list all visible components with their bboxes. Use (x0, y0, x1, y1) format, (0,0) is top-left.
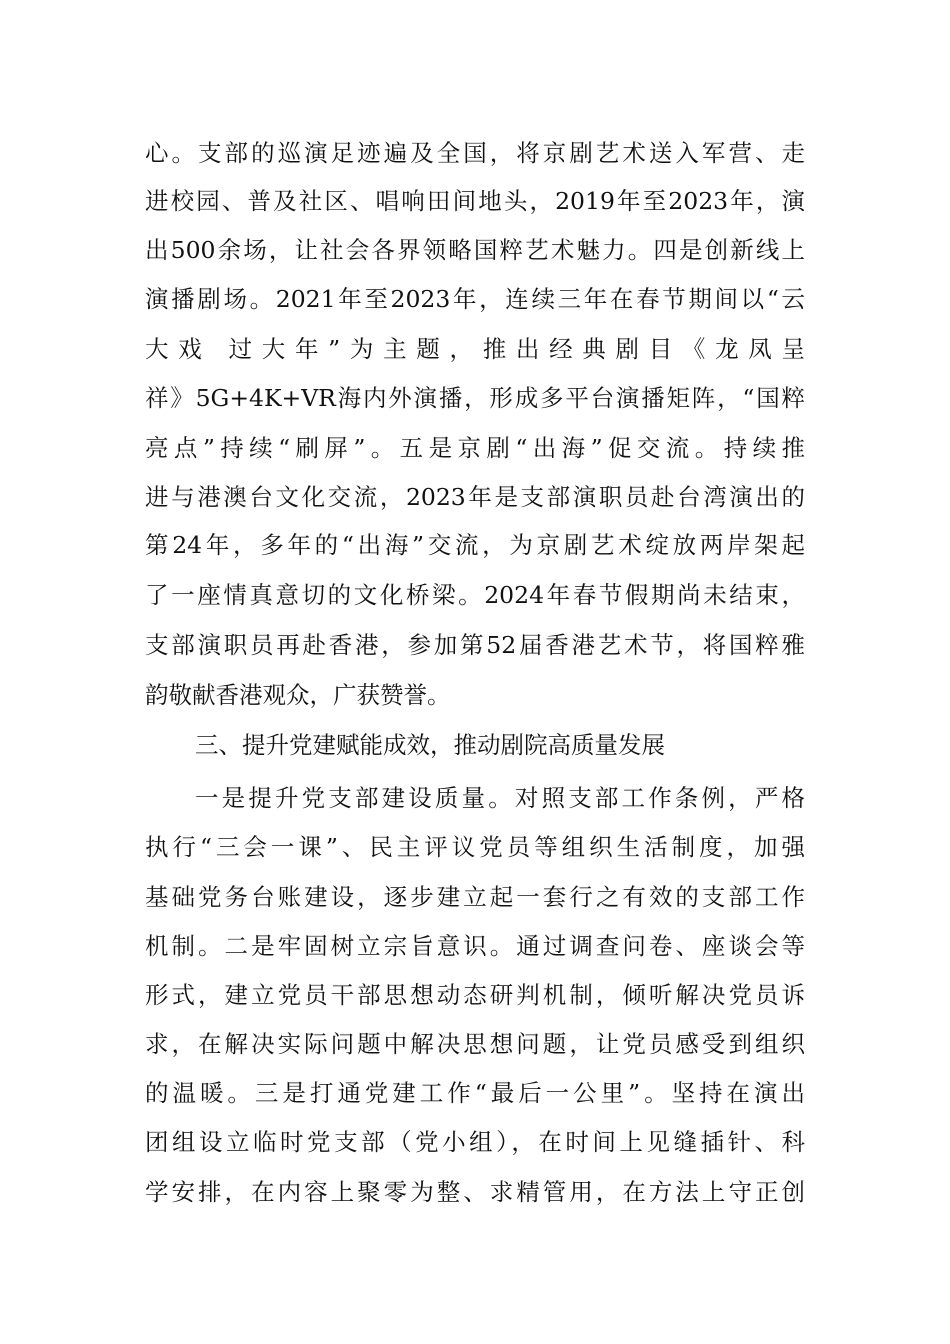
text-line: 的温暖。三是打通党建工作“最后一公里”。坚持在演出 (145, 1079, 805, 1107)
text-line: 支部演职员再赴香港，参加第52届香港艺术节，将国粹雅 (145, 631, 805, 659)
text-line: 基础党务台账建设，逐步建立起一套行之有效的支部工作 (145, 883, 805, 911)
text-line: 大戏 过大年”为主题，推出经典剧目《龙凤呈 (145, 335, 805, 363)
text-line: 学安排，在内容上聚零为整、求精管用，在方法上守正创 (145, 1178, 805, 1206)
text-line: 演播剧场。2021年至2023年，连续三年在春节期间以“云 (145, 285, 805, 313)
text-line: 韵敬献香港观众，广获赞誉。 (145, 681, 451, 709)
text-line: 进校园、普及社区、唱响田间地头，2019年至2023年，演 (145, 187, 805, 215)
section-heading: 三、提升党建赋能成效，推动剧院高质量发展 (195, 731, 665, 759)
text-line: 形式，建立党员干部思想动态研判机制，倾听解决党员诉 (145, 981, 805, 1009)
text-line: 求，在解决实际问题中解决思想问题，让党员感受到组织 (145, 1030, 805, 1058)
text-line: 团组设立临时党支部（党小组），在时间上见缝插针、科 (145, 1128, 805, 1156)
text-line: 祥》5G+4K+VR海内外演播，形成多平台演播矩阵，“国粹 (145, 384, 805, 412)
text-line: 亮点”持续“刷屏”。五是京剧“出海”促交流。持续推 (145, 434, 805, 462)
text-line: 进与港澳台文化交流，2023年是支部演职员赴台湾演出的 (145, 483, 805, 511)
text-line: 了一座情真意切的文化桥梁。2024年春节假期尚未结束， (145, 581, 805, 609)
text-line: 机制。二是牢固树立宗旨意识。通过调查问卷、座谈会等 (145, 932, 805, 960)
text-line: 出500余场，让社会各界领略国粹艺术魅力。四是创新线上 (145, 236, 805, 264)
paragraph-first-line: 一是提升党支部建设质量。对照支部工作条例，严格 (195, 784, 805, 812)
text-line: 心。支部的巡演足迹遍及全国，将京剧艺术送入军营、走 (145, 139, 805, 167)
text-line: 第24年，多年的“出海”交流，为京剧艺术绽放两岸架起 (145, 531, 805, 559)
text-line: 执行“三会一课”、民主评议党员等组织生活制度，加强 (145, 833, 805, 861)
